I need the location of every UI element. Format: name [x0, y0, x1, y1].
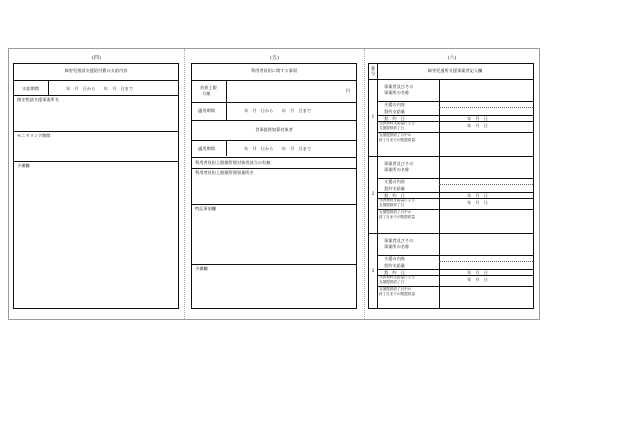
- end-date-label-sub: 支援提供終了日: [379, 203, 405, 207]
- form-sheet: [8, 48, 540, 320]
- meal-label: 食事提供加算対象者: [255, 127, 293, 132]
- end-date-value: 年 月 日: [467, 277, 488, 282]
- contract-date-value: 年 月 日: [467, 116, 488, 121]
- remaining-label: 支援提供終了月中の: [379, 287, 412, 291]
- end-date-value: 年 月 日: [467, 200, 488, 205]
- remaining-label-sub: 終了日までの既提供量: [379, 215, 415, 219]
- office-name-label-sub: 事業所の名称: [384, 90, 410, 95]
- content-label: 支援の内容: [384, 256, 405, 261]
- office-name-label: 事業者及びその: [384, 161, 414, 166]
- contract-date-label: 契 約 日: [384, 270, 405, 275]
- content-label: 支援の内容: [384, 179, 405, 184]
- benefit-table: [13, 63, 179, 309]
- limit-label: 負担上限: [200, 85, 217, 90]
- contract-date-value: 年 月 日: [467, 193, 488, 198]
- office-label: 指定相談支援事業所名: [17, 97, 59, 102]
- applied-label-2: 適用期間: [198, 146, 215, 151]
- entry-number: 2: [371, 191, 375, 196]
- office-name-label-sub: 事業所の名称: [384, 244, 410, 249]
- contract-date-value: 年 月 日: [467, 270, 488, 275]
- remarks-label: 予備欄: [195, 266, 208, 271]
- fold-line: [364, 49, 365, 319]
- special-label: 特記事項欄: [195, 206, 216, 211]
- mgmt-label: 利用者負担上限額管理対象者該当の有無: [195, 160, 271, 165]
- end-date-label: 当該契約支給量による: [379, 275, 415, 279]
- amount-label: 契約支給量: [384, 109, 405, 114]
- burden-table: [191, 63, 357, 309]
- amount-label: 契約支給量: [384, 186, 405, 191]
- office-name-label: 事業者及びその: [384, 238, 414, 243]
- provider-table: [368, 63, 534, 309]
- applied-value: 年 月 日から 年 月 日まで: [244, 108, 312, 113]
- panel-label: (五): [270, 55, 279, 61]
- period-label: 支給期間: [22, 86, 39, 91]
- applied-value-2: 年 月 日から 年 月 日まで: [244, 146, 312, 151]
- contract-date-label: 契 約 日: [384, 193, 405, 198]
- end-date-label-sub: 支援提供終了日: [379, 280, 405, 284]
- entry-number: 3: [371, 268, 375, 273]
- applied-label: 適用期間: [198, 108, 215, 113]
- burden-heading: 利用者負担に関する事項: [250, 68, 298, 73]
- office-name-label-sub: 事業所の名称: [384, 167, 410, 172]
- mgmt-office-label: 利用者負担上限額管理事業所名: [195, 170, 254, 175]
- content-label: 支援の内容: [384, 102, 405, 107]
- end-date-label: 当該契約支給量による: [379, 121, 415, 125]
- monitoring-label: モニタリング期間: [17, 133, 51, 138]
- end-date-label-sub: 支援提供終了日: [379, 126, 405, 130]
- panel-label: (四): [92, 55, 101, 61]
- remaining-label: 支援提供終了月中の: [379, 210, 412, 214]
- benefit-heading: 障害児相談支援給付費の支給内容: [64, 68, 128, 73]
- panel-label: (六): [447, 55, 457, 61]
- office-name-label: 事業者及びその: [384, 84, 414, 89]
- end-date-label: 当該契約支給量による: [379, 198, 415, 202]
- contract-date-label: 契 約 日: [384, 116, 405, 121]
- amount-label: 契約支給量: [384, 263, 405, 268]
- period-value: 年 月 日から 年 月 日まで: [66, 86, 134, 91]
- fold-line: [184, 49, 185, 319]
- entry-number: 1: [371, 114, 375, 119]
- remarks-label: 予備欄: [17, 163, 30, 168]
- remaining-label-sub: 終了日までの既提供量: [379, 292, 415, 296]
- col-num-label: 番号: [370, 66, 376, 76]
- end-date-value: 年 月 日: [467, 123, 488, 128]
- limit-label-sub: 月額: [202, 91, 211, 96]
- remaining-label-sub: 終了日までの既提供量: [379, 138, 415, 142]
- yen-unit: 円: [345, 88, 350, 93]
- remaining-label: 支援提供終了月中の: [379, 133, 412, 137]
- provider-heading: 障害児通所支援事業者記入欄: [427, 68, 483, 73]
